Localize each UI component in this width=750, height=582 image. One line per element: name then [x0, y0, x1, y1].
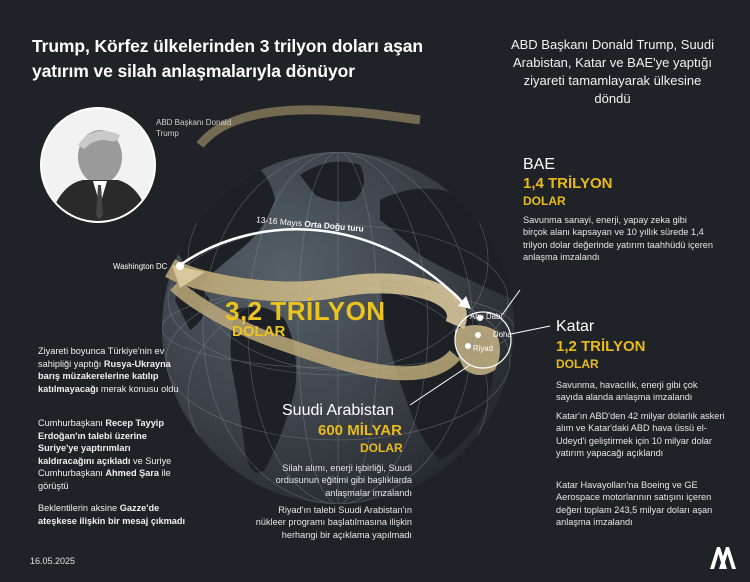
washington-label: Washington DC: [113, 262, 168, 271]
note2-text: Cumhurbaşkanı: [38, 418, 106, 428]
note1-bold: Rusya-Ukrayna barış müzakerelerine katılıp katılmayacağı: [38, 358, 171, 394]
katar-amount: 1,2 TRİLYON: [556, 338, 646, 355]
page-subtitle: ABD Başkanı Donald Trump, Suudi Arabistan, Katar ve BAE'ye yaptığı ziyareti tamamlayarak ülkesine döndü: [510, 37, 715, 106]
suudi-name: Suudi Arabistan: [282, 402, 395, 419]
note1-tail: merak konusu oldu: [98, 383, 179, 394]
abd-label: ABD: [158, 218, 182, 230]
note2-mid: ve Suriye Cumhurbaşkanı: [38, 455, 172, 479]
suudi-description-2: Riyad'ın talebi Suudi Arabistan'ın nükleer programı başlatılmasına ilişkin herhangi bir açıklama yapılmadı: [255, 505, 412, 540]
route-name: Orta Doğu turu: [304, 218, 365, 234]
note-gaza: [38, 502, 188, 527]
doha-label: Doha: [493, 330, 512, 339]
katar-leader: [511, 326, 550, 334]
publish-date: 16.05.2025: [30, 556, 76, 566]
photo-caption: ABD Başkanı Donald Trump: [156, 118, 232, 138]
riyad-label: Riyad: [473, 344, 493, 353]
abu-dabi-label: Abu Dabi: [470, 312, 503, 321]
aa-logo: [706, 543, 736, 573]
note2-bold: Recep Tayyip Erdoğan'ın talebi üzerine Suriye'ye yaptırımları kaldıracağını açıkladı: [38, 418, 164, 466]
doha-dot: [475, 332, 481, 338]
riyad-dot: [465, 343, 471, 349]
katar-description-1: Savunma, havacılık, enerji gibi çok sayıda alanda anlaşma imzalandı: [556, 380, 698, 403]
page-title: Trump, Körfez ülkelerinden 3 trilyon doları aşan yatırım ve silah anlaşmalarıyla dönüyor: [32, 36, 423, 81]
route-dates: 13-16 Mayıs: [255, 214, 303, 229]
bae-description: Savunma sanayi, enerji, yapay zeka gibi birçok alanı kapsayan ve 10 yıllık sürede 1,4 trilyon dolar değerinde yatırım taahhüdü içeren anlaşma imzalandı: [523, 215, 713, 263]
note3-bold: Gazze'de ateşkese ilişkin bir mesaj çıkmadı: [38, 503, 186, 526]
note1-text: Ziyareti boyunca Türkiye'nin ev sahipliği yaptığı: [38, 346, 165, 369]
washington-dot: [176, 262, 184, 270]
bae-name: BAE: [523, 156, 556, 173]
katar-description-3: Katar Havayolları'na Boeing ve GE Aerospace motorlarının satışını içeren değeri toplam 243,5 milyar doları aşan anlaşma imzalandı: [556, 480, 713, 528]
bae-amount: 1,4 TRİLYON: [523, 175, 613, 192]
katar-unit: DOLAR: [556, 357, 599, 371]
note3-text: Beklentilerin aksine: [38, 503, 120, 513]
note-russia-ukraine: [38, 345, 188, 395]
katar-name: Katar: [556, 318, 595, 335]
note2-bold-name: Ahmed Şara: [105, 468, 160, 479]
note-syria: [38, 417, 188, 493]
katar-description-2: Katar'ın ABD'den 42 milyar dolarlık askeri alım ve Katar'daki ABD hava üssü el-Udeyd'i geliştirmek için 10 milyar dolar yatırım yapacağı açıklandı: [556, 411, 725, 459]
total-unit: DOLAR: [232, 323, 286, 340]
aa-logo-icon: [706, 543, 736, 573]
suudi-amount: 600 MİLYAR: [318, 422, 402, 439]
suudi-description-1: Silah alımı, enerji işbirliği, Suudi ordusunun eğitimi gibi başlıklarda anlaşmalar imzalandı: [275, 463, 412, 498]
suudi-unit: DOLAR: [360, 441, 403, 455]
bae-unit: DOLAR: [523, 194, 566, 208]
total-amount: 3,2 TRİLYON: [225, 296, 386, 326]
note2-tail: ile görüştü: [38, 468, 171, 491]
trump-photo: [38, 105, 158, 225]
